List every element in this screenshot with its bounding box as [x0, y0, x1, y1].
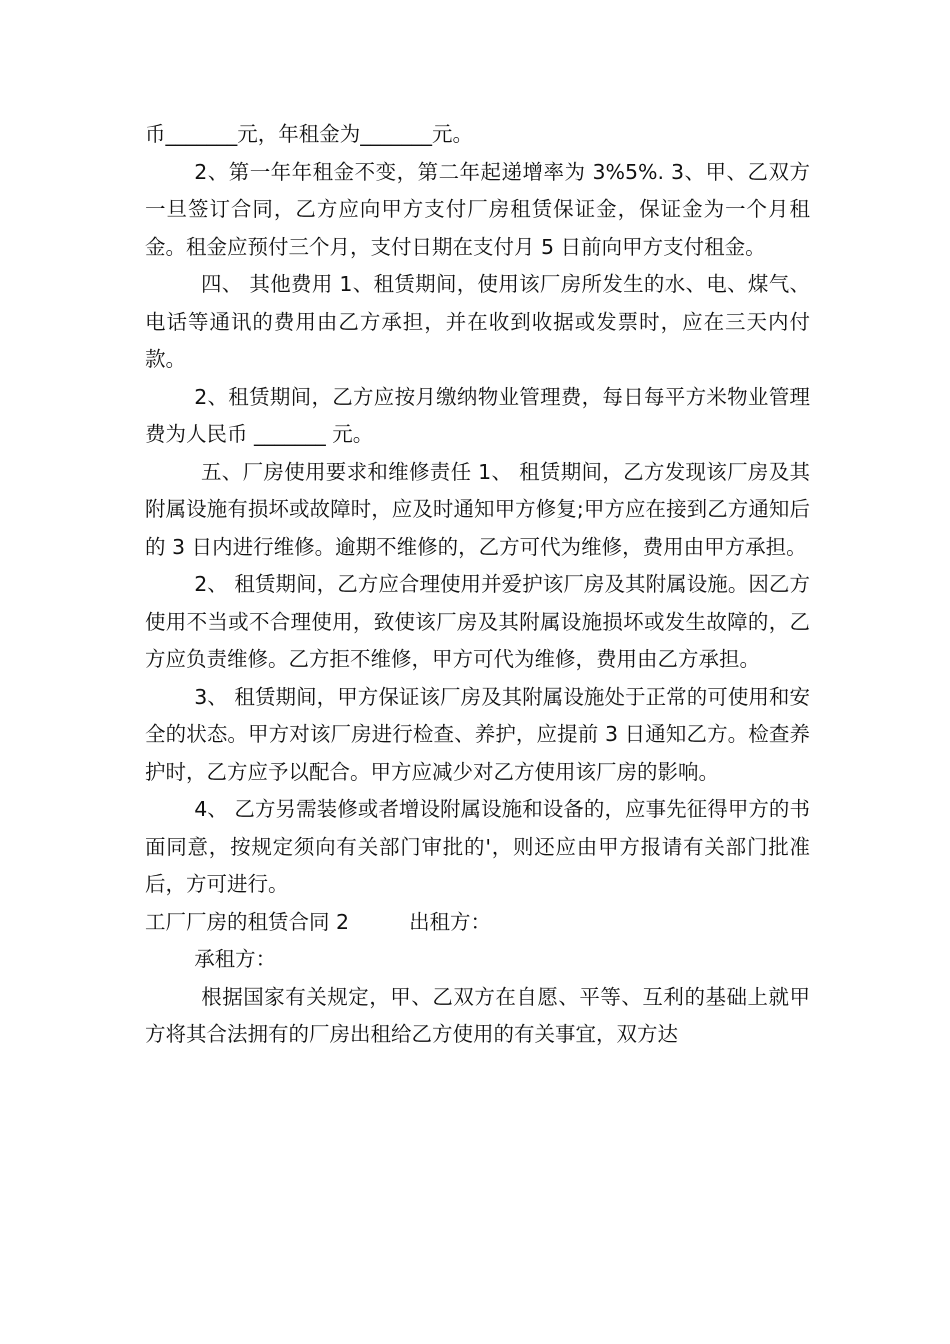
paragraph-rent-increase: 2、第一年年租金不变，第二年起递增率为 3%5%. 3、甲、乙双方一旦签订合同，乙方应向甲方支付厂房租赁保证金，保证金为一个月租金。租金应预付三个月，支付日期在支付月 5 日前向甲方支付租金。	[145, 159, 810, 259]
title-spacer	[349, 904, 409, 942]
paragraph-maintenance-1: 五、厂房使用要求和维修责任 1、 租赁期间，乙方发现该厂房及其附属设施有损坏或故障时，应及时通知甲方修复;甲方应在接到乙方通知后的 3 日内进行维修。逾期不维修的，乙方可代为维修，费用由甲方承担。	[145, 459, 810, 559]
document-body	[145, 116, 810, 1054]
contract-title: 工厂厂房的租赁合同 2	[145, 909, 350, 934]
paragraph-maintenance-3: 3、 租赁期间，甲方保证该厂房及其附属设施处于正常的可使用和安全的状态。甲方对该厂房进行检查、养护，应提前 3 日通知乙方。检查养护时，乙方应予以配合。甲方应减少对乙方使用该厂房的影响。	[145, 684, 810, 784]
contract-title-line	[145, 904, 810, 942]
paragraph-other-fees: 四、 其他费用 1、租赁期间，使用该厂房所发生的水、电、煤气、电话等通讯的费用由乙方承担，并在收到收据或发票时，应在三天内付款。	[145, 272, 810, 371]
paragraph-maintenance-2: 2、 租赁期间，乙方应合理使用并爱护该厂房及其附属设施。因乙方使用不当或不合理使用，致使该厂房及其附属设施损坏或发生故障的，乙方应负责维修。乙方拒不维修，甲方可代为维修，费用由乙方承担。	[145, 572, 810, 671]
lessor-label: 出租方：	[409, 909, 492, 934]
lessee-label: 承租方：	[194, 947, 277, 971]
paragraph-property-fee: 2、租赁期间，乙方应按月缴纳物业管理费，每日每平方米物业管理费为人民币 _______ 元。	[145, 384, 810, 446]
paragraph-rent-amount: 币_______元，年租金为_______元。	[145, 122, 473, 146]
paragraph-maintenance-4: 4、 乙方另需装修或者增设附属设施和设备的，应事先征得甲方的书面同意，按规定须向有关部门审批的'，则还应由甲方报请有关部门批准后，方可进行。	[145, 797, 810, 896]
paragraph-preamble: 根据国家有关规定，甲、乙双方在自愿、平等、互利的基础上就甲方将其合法拥有的厂房出租给乙方使用的有关事宜，双方达	[145, 984, 810, 1046]
